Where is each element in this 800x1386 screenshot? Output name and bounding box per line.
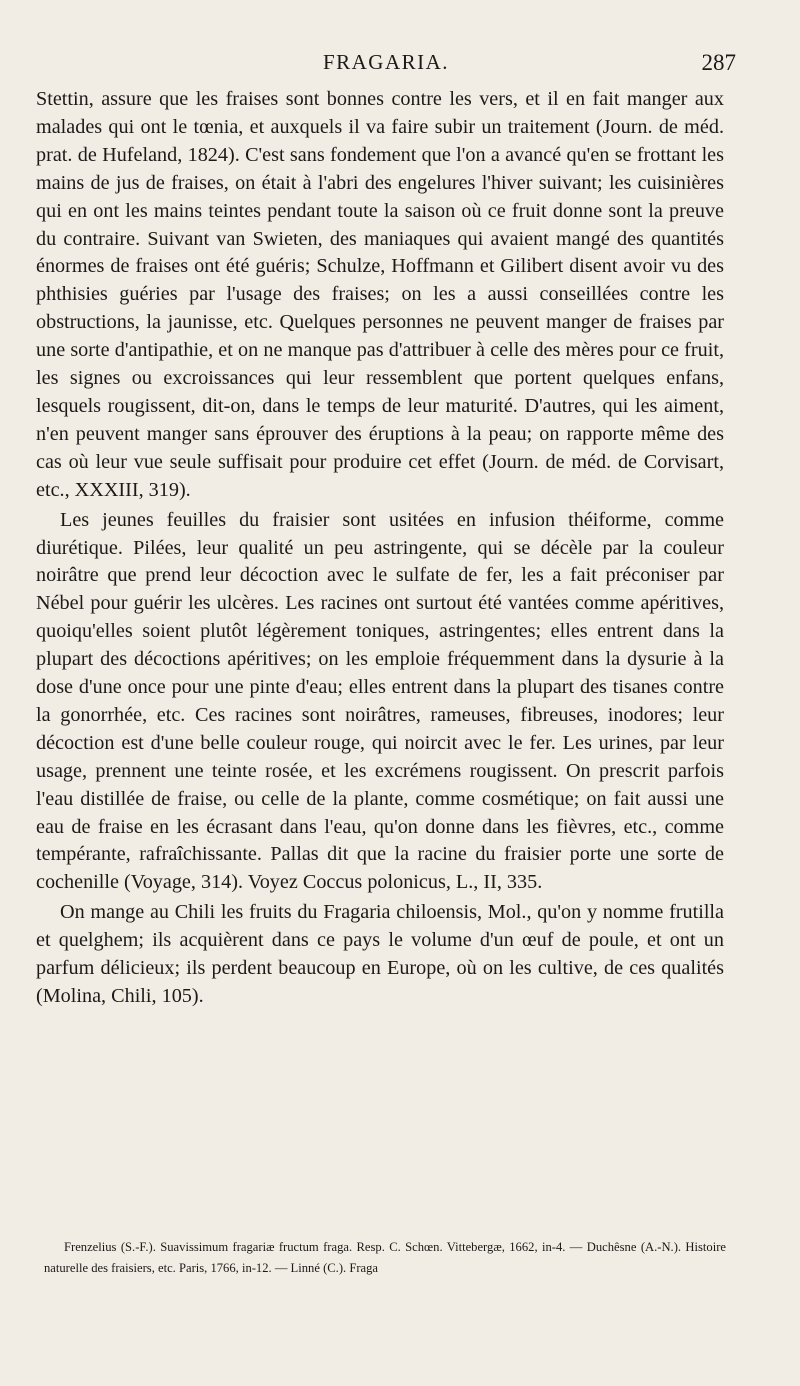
paragraph-1: Stettin, assure que les fraises sont bonnes contre les vers, et il en fait manger aux malades qui ont le tœnia, et auxquels il va faire subir un traitement (Journ. de méd. prat. de Hufeland, 1824). C'est sans fondement que l'on a avancé qu'en se frottant les mains de jus de fraises, on était à l'abri des engelures l'hiver suivant; les cuisinières qui en ont les mains teintes pendant toute la saison où ce fruit donne sont la preuve du contraire. Suivant van Swieten, des maniaques qui avaient mangé des quantités énormes de fraises ont été guéris; Schulze, Hoffmann et Gilibert disent avoir vu des phthisies guéries par l'usage des fraises; on les a aussi conseillées contre les obstructions, la jaunisse, etc. Quelques personnes ne peuvent manger de fraises par une sorte d'antipathie, et on ne manque pas d'attribuer à celle des mères pour ce fruit, les signes ou excroissances qui leur ressemblent que portent quelques enfans, lesquels rougissent, dit-on, dans le temps de leur maturité. D'autres, qui les aiment, n'en peuvent manger sans éprouver des éruptions à la peau; on rapporte même des cas où leur vue seule suffisait pour produire cet effet (Journ. de méd. de Corvisart, etc., XXXIII, 319). <box>36 88 724 501</box>
page-header <box>36 50 736 84</box>
running-title: FRAGARIA. <box>322 50 450 74</box>
paragraph-2: Les jeunes feuilles du fraisier sont usitées en infusion théiforme, comme diurétique. Pilées, leur qualité un peu astringente, qui se décèle par la couleur noirâtre que prend leur décoction avec le sulfate de fer, les a fait préconiser par Nébel pour guérir les ulcères. Les racines ont surtout été vantées comme apéritives, quoiqu'elles soient plutôt légèrement toniques, astringentes; elles entrent dans la plupart des décoctions apéritives; on les emploie fréquemment dans la dysurie à la dose d'une once pour une pinte d'eau; elles entrent dans la plupart des tisanes contre la gonorrhée, etc. Ces racines sont noirâtres, rameuses, fibreuses, inodores; leur décoction est d'une belle couleur rouge, qui noircit avec le fer. Les urines, par leur usage, prennent une teinte rosée, et les excrémens rougissent. On prescrit parfois l'eau distillée de fraise, ou celle de la plante, comme cosmétique; on fait aussi une eau de fraise en les écrasant dans l'eau, qu'on donne dans les fièvres, etc., comme tempérante, rafraîchissante. Pallas dit que la racine du fraisier porte une sorte de cochenille (Voyage, 314). Voyez Coccus polonicus, L., II, 335. <box>36 508 724 894</box>
body-text <box>36 86 724 1011</box>
page-number: 287 <box>701 50 736 75</box>
bibliography-footnote <box>44 1237 726 1279</box>
paragraph-3: On mange au Chili les fruits du Fragaria chiloensis, Mol., qu'on y nomme frutilla et quelghem; ils acquièrent dans ce pays le volume d'un œuf de poule, et ont un parfum délicieux; ils perdent beaucoup en Europe, où on les cultive, de ces qualités (Molina, Chili, 105). <box>36 901 724 1007</box>
footnote-text: Frenzelius (S.-F.). Suavissimum fragariæ fructum fraga. Resp. C. Schœn. Vittebergæ, 1662, in-4. — Duchêsne (A.-N.). Histoire naturelle des fraisiers, etc. Paris, 1766, in-12. — Linné (C.). Fraga <box>44 1240 726 1275</box>
